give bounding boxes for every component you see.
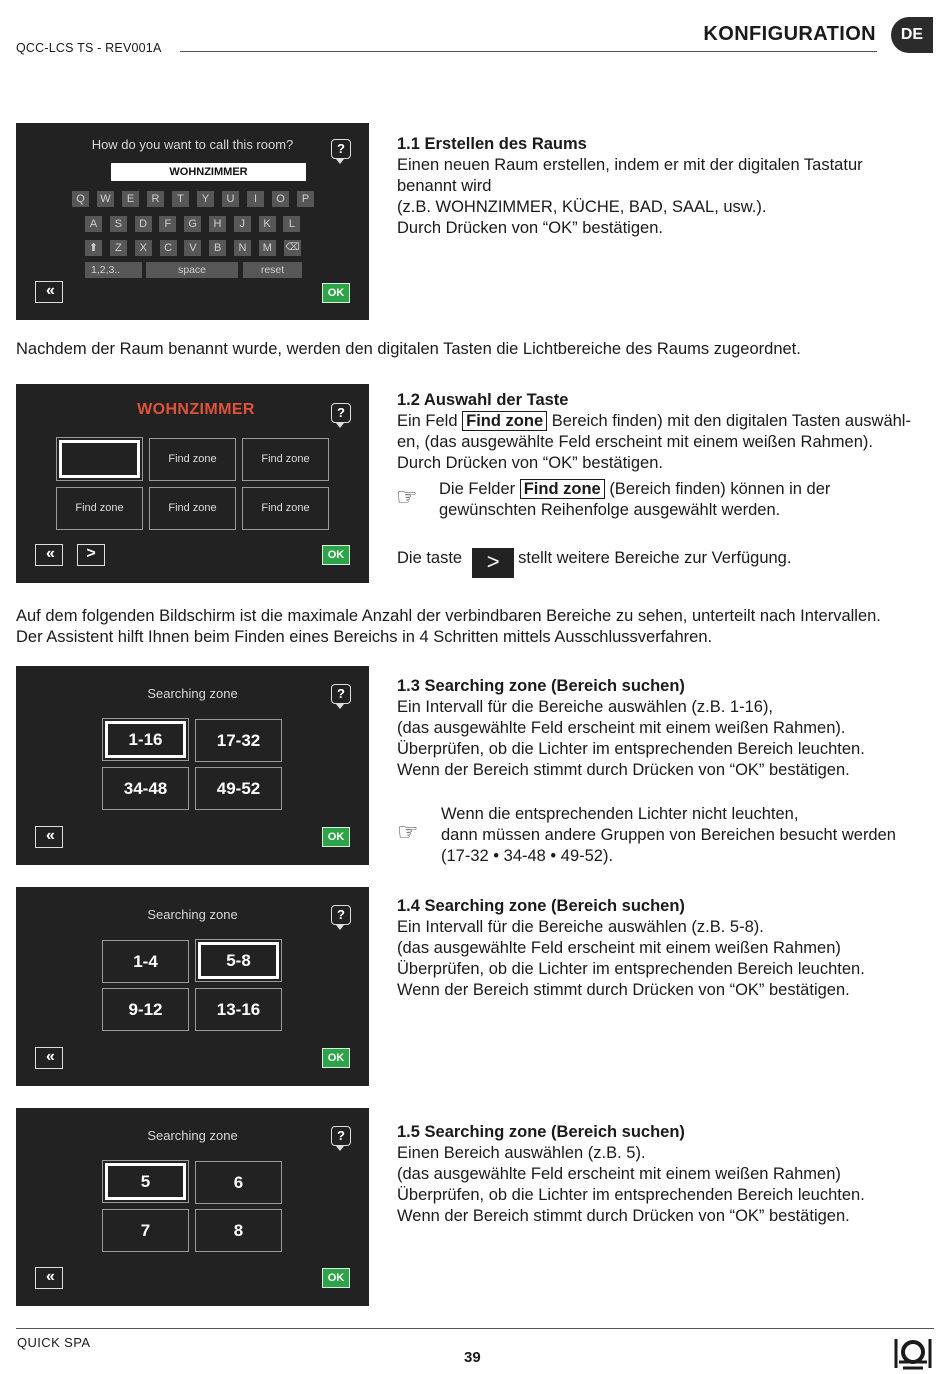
back-button[interactable]: «	[35, 1047, 63, 1069]
zone-interval[interactable]: 1-4	[102, 940, 189, 983]
step-1-5-line: Einen Bereich auswählen (z.B. 5).	[397, 1144, 646, 1162]
step-1-3-line: Ein Intervall für die Bereiche auswählen (z.B. 1-16),	[397, 698, 774, 716]
ok-button[interactable]: OK	[322, 283, 350, 303]
keyboard-key[interactable]: M	[259, 240, 276, 256]
zone-button[interactable]: Find zone	[149, 487, 236, 530]
back-button[interactable]: «	[35, 281, 63, 303]
step-1-4-line: (das ausgewählte Feld erscheint mit einem weißen Rahmen)	[397, 939, 841, 957]
keyboard-key[interactable]: U	[222, 191, 239, 207]
keyboard-key[interactable]: T	[172, 191, 189, 207]
zone-number[interactable]: 7	[102, 1209, 189, 1252]
back-button[interactable]: «	[35, 1267, 63, 1289]
ok-button[interactable]: OK	[322, 1268, 350, 1288]
taste-post: stellt weitere Bereiche zur Verfügung.	[518, 549, 792, 567]
back-button[interactable]: «	[35, 544, 63, 566]
step-1-3-line: Überprüfen, ob die Lichter im entsprechenden Bereich leuchten.	[397, 740, 865, 758]
keyboard-key[interactable]: N	[234, 240, 251, 256]
keyboard-key[interactable]: L	[283, 216, 300, 232]
taste-pre: Die taste	[397, 549, 463, 567]
zone-interval[interactable]: 17-32	[195, 719, 282, 762]
find-zone-box: Find zone	[520, 479, 605, 499]
room-name-input[interactable]: WOHNZIMMER	[111, 163, 306, 181]
step-1-5-line: (das ausgewählte Feld erscheint mit einem weißen Rahmen)	[397, 1165, 841, 1183]
help-icon[interactable]: ?	[331, 905, 351, 925]
screen-find-zone	[16, 384, 369, 583]
note-line: Wenn die entsprechenden Lichter nicht leuchten,	[441, 805, 799, 823]
zone-interval[interactable]: 49-52	[195, 767, 282, 810]
zone-interval[interactable]: 13-16	[195, 988, 282, 1031]
step-1-5-text	[397, 1122, 865, 1227]
step-1-1-line: benannt wird	[397, 177, 492, 195]
screen-searching-zone-3	[16, 1108, 369, 1306]
step-1-4-heading: 1.4 Searching zone (Bereich suchen)	[397, 897, 685, 915]
space-key[interactable]: space	[146, 262, 238, 278]
zone-interval[interactable]: 34-48	[102, 767, 189, 810]
keyboard-key[interactable]: F	[159, 216, 176, 232]
keyboard-key[interactable]: H	[209, 216, 226, 232]
reset-key[interactable]: reset	[243, 262, 302, 278]
numbers-key[interactable]: 1,2,3..	[85, 262, 142, 278]
page-number: 39	[464, 1349, 481, 1366]
note-line: gewünschten Reihenfolge ausgewählt werden.	[439, 501, 781, 519]
step-1-3-text	[397, 676, 865, 781]
pointing-hand-icon: ☞	[397, 819, 419, 846]
step-1-2-text	[397, 390, 932, 474]
keyboard-key[interactable]: Z	[110, 240, 127, 256]
keyboard-key[interactable]: S	[110, 216, 127, 232]
help-icon[interactable]: ?	[331, 139, 351, 159]
ok-button[interactable]: OK	[322, 545, 350, 565]
help-icon[interactable]: ?	[331, 403, 351, 423]
step-1-2-line: en, (das ausgewählte Feld erscheint mit einem weißen Rahmen).	[397, 433, 873, 451]
help-icon[interactable]: ?	[331, 1126, 351, 1146]
screen-searching-zone-2	[16, 887, 369, 1086]
keyboard-key[interactable]: A	[85, 216, 102, 232]
intro-line: Auf dem folgenden Bildschirm ist die maximale Anzahl der verbindbaren Bereiche zu sehen, unterteilt nach Intervallen.	[16, 607, 881, 625]
keyboard-key[interactable]: K	[259, 216, 276, 232]
keyboard-key[interactable]: Y	[197, 191, 214, 207]
zone-number-selected[interactable]: 5	[105, 1163, 186, 1200]
quick-logo-icon	[893, 1335, 933, 1371]
step-1-2-post: Bereich finden) mit den digitalen Tasten auswähl-	[551, 412, 911, 430]
step-1-5-line: Überprüfen, ob die Lichter im entsprechenden Bereich leuchten.	[397, 1186, 865, 1204]
keyboard-key[interactable]: I	[247, 191, 264, 207]
screen-title: Searching zone	[147, 686, 238, 701]
zone-interval[interactable]: 9-12	[102, 988, 189, 1031]
keyboard-key[interactable]: J	[234, 216, 251, 232]
step-1-4-line: Überprüfen, ob die Lichter im entsprechenden Bereich leuchten.	[397, 960, 865, 978]
step-1-1-heading: 1.1 Erstellen des Raums	[397, 135, 587, 153]
step-1-1-line: Einen neuen Raum erstellen, indem er mit der digitalen Tastatur	[397, 156, 863, 174]
next-key-explanation	[397, 548, 791, 578]
step-1-4-line: Ein Intervall für die Bereiche auswählen (z.B. 5-8).	[397, 918, 764, 936]
step-1-4-text	[397, 896, 865, 1001]
keyboard-key[interactable]: B	[209, 240, 226, 256]
keyboard-key[interactable]: D	[135, 216, 152, 232]
step-1-2-heading: 1.2 Auswahl der Taste	[397, 391, 569, 409]
document-code: QCC-LCS TS - REV001A	[16, 41, 162, 55]
keyboard-key[interactable]: O	[272, 191, 289, 207]
step-1-3-note	[441, 804, 896, 867]
keyboard-key[interactable]: W	[97, 191, 114, 207]
note-post: (Bereich finden) können in der	[609, 480, 831, 498]
footer-divider	[16, 1328, 934, 1329]
shift-key[interactable]: ⬆	[85, 240, 102, 256]
step-1-3-line: Wenn der Bereich stimmt durch Drücken von “OK” bestätigen.	[397, 761, 850, 779]
keyboard-key[interactable]: V	[184, 240, 201, 256]
step-1-1-text	[397, 134, 863, 239]
company-name: QUICK SPA	[17, 1335, 91, 1350]
zone-number[interactable]: 6	[195, 1161, 282, 1204]
pointing-hand-icon: ☞	[396, 484, 418, 511]
find-zone-box: Find zone	[462, 411, 547, 431]
zone-number[interactable]: 8	[195, 1209, 282, 1252]
keyboard-key[interactable]: X	[135, 240, 152, 256]
zone-interval-selected[interactable]: 5-8	[198, 942, 279, 979]
header-divider	[180, 51, 877, 52]
section-title: KONFIGURATION	[703, 23, 876, 45]
ok-button[interactable]: OK	[322, 1048, 350, 1068]
screen-title: Searching zone	[147, 1128, 238, 1143]
zone-button-selected[interactable]	[59, 440, 140, 478]
room-name-title: WOHNZIMMER	[137, 401, 255, 418]
keyboard-key[interactable]: R	[147, 191, 164, 207]
step-1-3-heading: 1.3 Searching zone (Bereich suchen)	[397, 677, 685, 695]
step-1-3-line: (das ausgewählte Feld erscheint mit einem weißen Rahmen).	[397, 719, 846, 737]
note-pre: Die Felder	[439, 480, 516, 498]
step-1-1-line: (z.B. WOHNZIMMER, KÜCHE, BAD, SAAL, usw.).	[397, 198, 767, 216]
step-1-2-line: Durch Drücken von “OK” bestätigen.	[397, 454, 663, 472]
step-1-2-note	[439, 479, 830, 521]
note-line: dann müssen andere Gruppen von Bereichen besucht werden	[441, 826, 896, 844]
language-badge: DE	[891, 17, 933, 53]
keyboard-key[interactable]: C	[160, 240, 177, 256]
step-1-1-line: Durch Drücken von “OK” bestätigen.	[397, 219, 663, 237]
note-line: (17-32 • 34-48 • 49-52).	[441, 847, 614, 865]
zone-button[interactable]: Find zone	[149, 438, 236, 481]
backspace-key[interactable]: ⌫	[284, 240, 301, 256]
step-1-2-pre: Ein Feld	[397, 412, 458, 430]
zone-button[interactable]: Find zone	[56, 487, 143, 530]
keyboard-key[interactable]: Q	[72, 191, 89, 207]
step-1-5-line: Wenn der Bereich stimmt durch Drücken von “OK” bestätigen.	[397, 1207, 850, 1225]
keyboard-key[interactable]: P	[297, 191, 314, 207]
intro-paragraph-search	[16, 606, 881, 648]
screen-room-name-keyboard	[16, 123, 369, 320]
step-1-5-heading: 1.5 Searching zone (Bereich suchen)	[397, 1123, 685, 1141]
intro-line: Der Assistent hilft Ihnen beim Finden eines Bereichs in 4 Schritten mittels Ausschlussverfahren.	[16, 628, 713, 646]
keyboard-key[interactable]: G	[184, 216, 201, 232]
zone-button[interactable]: Find zone	[242, 487, 329, 530]
zone-interval-selected[interactable]: 1-16	[105, 721, 186, 758]
screen-title: Searching zone	[147, 907, 238, 922]
zone-button[interactable]: Find zone	[242, 438, 329, 481]
back-button[interactable]: «	[35, 826, 63, 848]
ok-button[interactable]: OK	[322, 827, 350, 847]
keyboard-key[interactable]: E	[122, 191, 139, 207]
screen-searching-zone-1	[16, 666, 369, 865]
step-1-4-line: Wenn der Bereich stimmt durch Drücken von “OK” bestätigen.	[397, 981, 850, 999]
help-icon[interactable]: ?	[331, 684, 351, 704]
next-arrow-icon: >	[472, 548, 514, 578]
intro-paragraph-zones: Nachdem der Raum benannt wurde, werden den digitalen Tasten die Lichtbereiche des Raums zugeordnet.	[16, 340, 801, 358]
keyboard-question: How do you want to call this room?	[91, 137, 294, 152]
next-button[interactable]: >	[77, 544, 105, 566]
